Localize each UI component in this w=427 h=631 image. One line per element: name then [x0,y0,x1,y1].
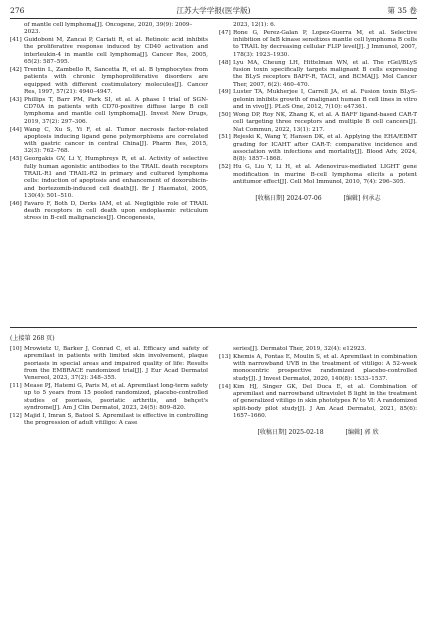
reference-number: [11] [10,383,22,390]
received-date-line [219,428,417,438]
reference-item [219,134,417,163]
reference-text: Majid I, Imran S, Batool S. Apremilast is effective in controlling the progression of adult vitiligo: A case [24,412,208,427]
top-left-column [10,22,208,223]
reference-list [219,354,417,420]
volume-label: 第 35 卷 [387,6,417,15]
reference-number: [42] [10,66,22,73]
journal-title: 江苏大学学报(医学版) [176,6,251,15]
reference-item [219,112,417,134]
reference-list [219,30,417,186]
reference-item [10,127,208,156]
reference-number: [43] [10,96,22,103]
bottom-right-column [219,346,417,438]
reference-item [10,413,208,428]
reference-continuation: of mantle cell lymphoma[J]. Oncogene, 2020, 39(9): 2009–2023. [24,22,193,36]
reference-text: Favaro F, Both D, Derks IAM, et al. Negligible role of TRAIL death receptors in cell death upon endoplasmic reticulum stress in B-cell malignancies[J]. Oncogenesis, [24,200,208,222]
reference-number: [14] [219,383,231,390]
reference-text: Mease PJ, Hatemi G, Paris M, et al. Apremilast long-term safety up to 5 years from 15 pooled randomized, placebo-controlled studies of psoriasis, psoriatic arthritis, and behçet's syndrome[J]. Am J Clin Dermatol, 2023, 24(5): 809–820. [24,383,208,411]
reference-list [10,37,208,222]
reference-text: Kim HJ, Singer GK, Del Duca E, et al. Combination of apremilast and narrowband ultraviolet B light in the treatment of generalized vitiligo in skin phototypes Ⅳ to Ⅵ: A randomized split-body pilot study[J]. J Am Acad Dermatol, 2021, 85(6): 1657–1660. [233,383,417,419]
running-header [10,4,417,19]
continued-from-label: (上接第 268 页) [10,335,55,342]
reference-item [10,346,208,382]
reference-number: [41] [10,37,22,44]
reference-number: [52] [219,164,231,171]
reference-number: [13] [219,353,231,360]
reference-item [10,37,208,66]
editor-name: 郭 欣 [364,429,379,437]
bottom-left-column [10,346,208,428]
reference-item [219,354,417,383]
reference-text: Trentin L, Zambello R, Sancetta R, et al. B lymphocytes from patients with chronic lymphoproliferative disorders are equipped with different costimulatory molecules[J]. Cancer Res, 1997, 57(21): 4940–4947. [24,66,208,95]
editor-name: 何承志 [362,195,381,203]
reference-item [219,384,417,420]
received-date: 2024-07-06 [286,195,322,203]
reference-number: [49] [219,89,231,96]
reference-item [219,60,417,89]
received-date-line [219,194,417,204]
received-date: 2025-02-18 [288,429,324,437]
reference-item [10,156,208,200]
reference-item [10,383,208,412]
reference-number: [46] [10,200,22,207]
editor-label: [编辑] [345,429,363,437]
reference-item [10,67,208,96]
reference-item [219,89,417,111]
reference-number: [50] [219,111,231,118]
reference-continuation: series[J]. Dermatol Ther, 2019, 32(4): e12923. [233,346,367,352]
received-label: [收稿日期] [257,429,287,437]
reference-number: [44] [10,126,22,133]
reference-number: [45] [10,156,22,163]
reference-list [10,346,208,427]
reference-item [10,201,208,223]
reference-text: Lyu MA, Cheung LH, Hittelman WN, et al. The rGel/BLyS fusion toxin specifically targets malignant B cells expressing the BLyS receptors BAFF-R, TACI, and BCMA[J]. Mol Cancer Ther, 2007, 6(2): 460–470. [233,59,417,88]
reference-text: Luster TA, Mukherjee I, Carrell JA, et al. Fusion toxin BLyS-gelonin inhibits growth of malignant human B cell lines in vitro and in vivo[J]. PLoS One, 2012, 7(10): e47361. [233,89,417,111]
reference-text: Khemis A, Fontas E, Moulin S, et al. Apremilast in combination with narrowband UVB in the treatment of vitiligo: A 52-week monocentric prospective randomized placebo-controlled study[J]. J Invest Dermatol, 2020, 140(8): 1533–1537. [233,353,417,382]
reference-number: [51] [219,134,231,141]
reference-text: Guidoboni M, Zancai P, Cariati R, et al. Retinoic acid inhibits the proliferative response induced by CD40 activation and interleukin-4 in mantle cell lymphoma[J]. Cancer Res, 2005, 65(2): 587–595. [24,37,208,66]
section-divider [10,327,417,328]
reference-continuation: 2023, 12(1): 6. [233,22,276,28]
reference-text: Hu G, Liu Y, Li H, et al. Adenovirus-mediated LIGHT gene modification in murine B-cell lymphoma elicits a potent antitumor effect[J]. Cell Mol Immunol, 2010, 7(4): 296–305. [233,164,417,185]
reference-item [10,97,208,126]
reference-text: Rone G, Perez-Galan P, Lopez-Guerra M, et al. Selective inhibition of IκB kinase sensitizes mantle cell lymphoma B cells to TRAIL by decreasing cellular FLIP level[J]. J Immunol, 2007, 178(3): 1923–1930. [233,29,417,58]
reference-text: Georgakis GV, Li Y, Humphreys R, et al. Activity of selective fully human agonistic antibodies to the TRAIL death receptors TRAIL-R1 and TRAIL-R2 in primary and cultured lymphoma cells: induction of apoptosis and enhancement of doxorubicin- and bortezomib-induced cell death[J]. Br J Haematol, 2005, 130(4): 501–510. [24,156,208,199]
reference-item [219,164,417,186]
reference-number: [48] [219,59,231,66]
reference-number: [12] [10,412,22,419]
reference-item [219,30,417,59]
reference-text: Wong DP, Roy NK, Zhang K, et al. A BAFF ligand-based CAR-T cell targeting three receptors and multiple B cell cancers[J]. Nat Commun, 2022, 13(1): 217. [233,111,417,133]
top-right-column [219,22,417,204]
reference-text: Wang C, Xu S, Yi F, et al. Tumor necrosis factor-related apoptosis inducing ligand gene polymorphisms are correlated with gastric cancer in central China[J]. Pharm Res, 2015, 32(3): 762–768. [24,126,208,155]
reference-number: [47] [219,29,231,36]
reference-text: Phillips T, Barr PM, Park SI, et al. A phase I trial of SGN-CD70A in patients with CD70-positive diffuse large B cell lymphoma and mantle cell lymphoma[J]. Invest New Drugs, 2019, 37(2): 297–306. [24,96,208,125]
reference-text: Rejeski K, Wang Y, Hansen DK, et al. Applying the EHA/EBMT grading for ICAHT after CAR-T: comparative incidence and association with infections and mortality[J]. Blood Adv, 2024, 8(8): 1857–1868. [233,134,417,163]
reference-text: Mrowietz U, Barker J, Conrad C, et al. Efficacy and safety of apremilast in patients with limited skin involvement, plaque psoriasis in special areas and impaired quality of life: Results from the EMBRACE randomized trial[J]. J Eur Acad Dermatol Venereol, 2023, 37(2): 348–355. [24,346,208,382]
received-label: [收稿日期] [255,195,285,203]
page-number: 276 [10,6,25,15]
reference-number: [10] [10,346,22,352]
editor-label: [编辑] [343,195,361,203]
